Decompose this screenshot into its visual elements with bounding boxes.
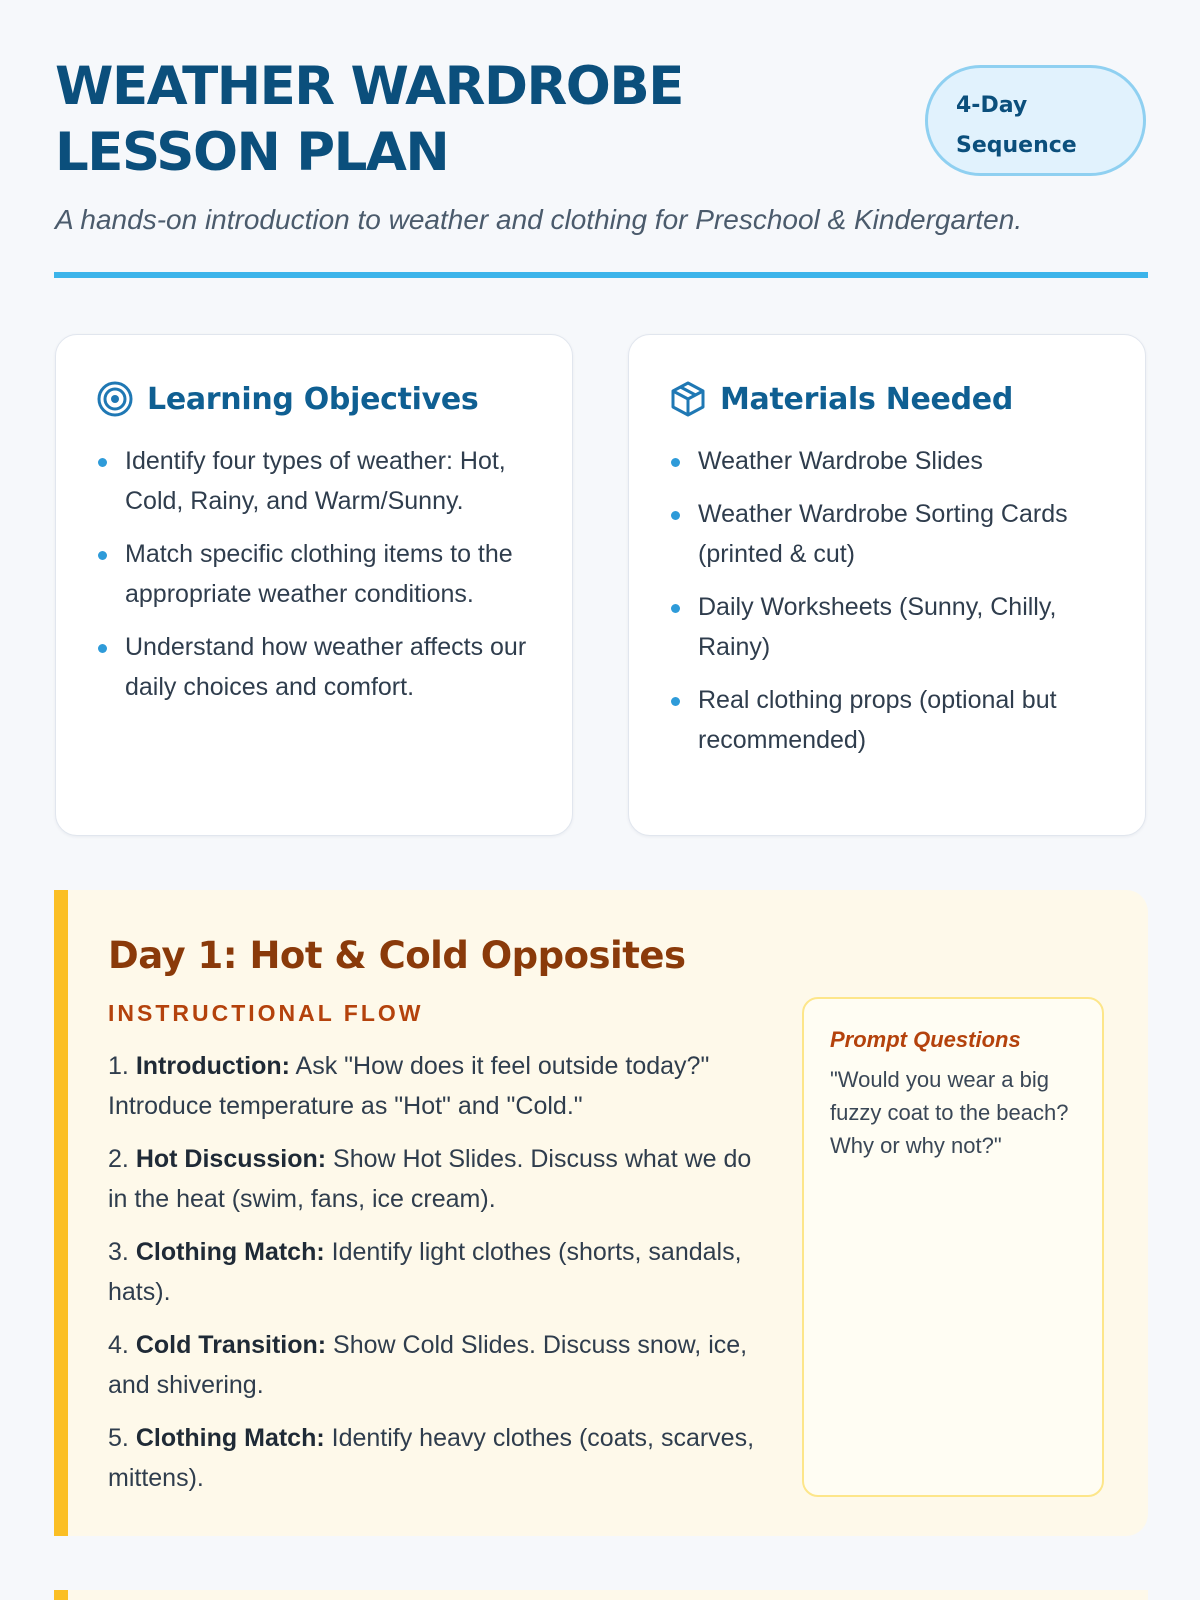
prompt-questions-box	[802, 997, 1104, 1497]
list-item: Match specific clothing items to the appropriate weather conditions.	[98, 534, 542, 614]
materials-title: Materials Needed	[720, 381, 1013, 417]
step-number: 5.	[108, 1424, 129, 1452]
step-item	[108, 1046, 768, 1126]
day-1-section	[54, 890, 1148, 1536]
materials-list	[671, 441, 1115, 773]
list-item: Daily Worksheets (Sunny, Chilly, Rainy)	[671, 587, 1115, 667]
prompt-title: Prompt Questions	[830, 1027, 1021, 1052]
prompt-text: "Would you wear a big fuzzy coat to the beach? Why or why not?"	[830, 1067, 1069, 1158]
day-1-title: Day 1: Hot & Cold Opposites	[108, 934, 686, 977]
step-item	[108, 1139, 768, 1219]
step-text: Show Hot Slides. Discuss what we do in the heat (swim, fans, ice cream).	[108, 1145, 752, 1213]
objectives-title: Learning Objectives	[147, 381, 479, 417]
step-label: Clothing Match:	[135, 1424, 325, 1452]
step-label: Clothing Match:	[135, 1238, 325, 1266]
objectives-header	[96, 377, 479, 421]
list-item: Understand how weather affects our daily choices and comfort.	[98, 627, 542, 707]
step-label: Introduction:	[135, 1052, 290, 1080]
step-item	[108, 1418, 768, 1498]
list-item: Weather Wardrobe Sorting Cards (printed & cut)	[671, 494, 1115, 574]
step-number: 2.	[108, 1145, 129, 1173]
instructional-flow-label: INSTRUCTIONAL FLOW	[108, 1000, 424, 1026]
step-text: Show Cold Slides. Discuss snow, ice, and shivering.	[108, 1331, 748, 1399]
step-label: Hot Discussion:	[135, 1145, 327, 1173]
badge-line-1: 4-Day	[956, 93, 1028, 118]
step-number: 1.	[108, 1052, 129, 1080]
step-number: 3.	[108, 1238, 129, 1266]
page-subtitle: A hands-on introduction to weather and clothing for Preschool & Kindergarten.	[55, 204, 1023, 235]
instruction-steps	[108, 1046, 768, 1511]
target-icon	[96, 380, 134, 418]
list-item: Weather Wardrobe Slides	[671, 441, 1115, 481]
step-label: Cold Transition:	[135, 1331, 327, 1359]
list-item: Real clothing props (optional but recommended)	[671, 680, 1115, 760]
step-text: Identify light clothes (shorts, sandals, hats).	[108, 1238, 742, 1306]
sequence-badge	[925, 65, 1146, 176]
objectives-card	[55, 334, 573, 836]
header-divider	[54, 272, 1148, 278]
materials-header	[669, 377, 1013, 421]
step-item	[108, 1325, 768, 1405]
step-text: Ask "How does it feel outside today?" Introduce temperature as "Hot" and "Cold."	[108, 1052, 710, 1120]
list-item: Identify four types of weather: Hot, Cold, Rainy, and Warm/Sunny.	[98, 441, 542, 521]
title-line-2: LESSON PLAN	[55, 122, 449, 183]
box-icon	[669, 380, 707, 418]
step-number: 4.	[108, 1331, 129, 1359]
materials-card	[628, 334, 1146, 836]
title-line-1: WEATHER WARDROBE	[55, 56, 683, 117]
page-title	[55, 54, 815, 186]
step-text: Identify heavy clothes (coats, scarves, mittens).	[108, 1424, 755, 1492]
step-item	[108, 1232, 768, 1312]
next-day-section-edge	[54, 1590, 1148, 1600]
badge-line-2: Sequence	[956, 133, 1077, 158]
objectives-list	[98, 441, 542, 720]
